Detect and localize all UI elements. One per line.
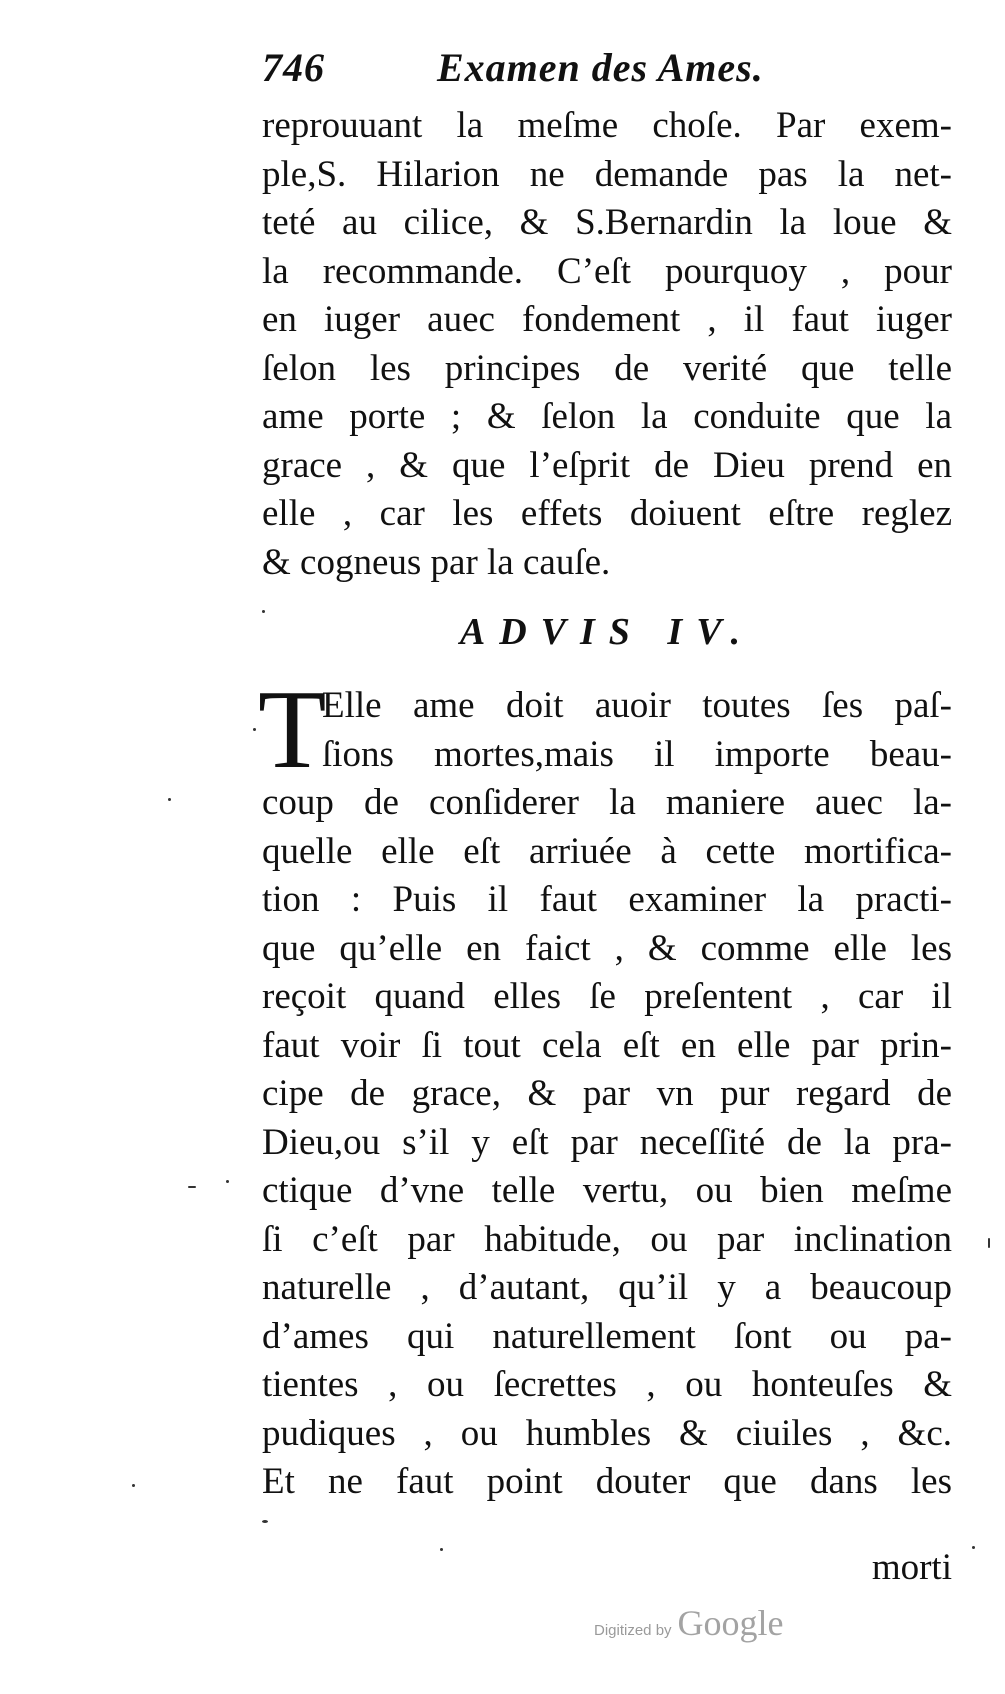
text-line: grace , & que l’eſprit de Dieu prend en bbox=[262, 444, 952, 486]
text-line: pudiques , ou humbles & ciuiles , &c. bbox=[262, 1412, 952, 1454]
google-logo: Google bbox=[677, 1603, 784, 1643]
text-line: que qu’elle en faict , & comme elle les bbox=[262, 927, 952, 969]
text-line: coup de conſiderer la maniere auec la- bbox=[262, 782, 952, 823]
scan-speck bbox=[972, 1546, 975, 1549]
text-line: quelle elle eſt arriuée à cette mortifica- bbox=[262, 830, 952, 872]
paragraph-2 bbox=[262, 682, 952, 1507]
scan-speck bbox=[168, 798, 171, 801]
section-heading: ADVIS IV. bbox=[459, 611, 755, 653]
drop-cap: T bbox=[258, 668, 327, 792]
text-line: d’ames qui naturellement ſont ou pa- bbox=[262, 1315, 952, 1357]
text-line: & cogneus par la cauſe. bbox=[262, 541, 611, 583]
text-line: ſi c’eſt par habitude, ou par inclination bbox=[262, 1218, 952, 1260]
watermark-prefix: Digitized by bbox=[594, 1622, 672, 1639]
text-line: ame porte ; & ſelon la conduite que la bbox=[262, 396, 952, 437]
text-line: Dieu,ou s’il y eſt par neceſſité de la pra- bbox=[262, 1121, 952, 1163]
running-title: Examen des Ames. bbox=[437, 45, 764, 90]
text-line: Et ne faut point douter que dans les bbox=[262, 1461, 952, 1502]
text-line: ſions mortes,mais il importe beau- bbox=[322, 733, 952, 775]
page-number: 746 bbox=[262, 45, 325, 90]
scan-speck bbox=[262, 610, 265, 613]
scan-speck bbox=[188, 1186, 196, 1188]
scan-speck bbox=[253, 728, 256, 731]
text-line: teté au cilice, & S.Bernardin la loue & bbox=[262, 202, 952, 243]
catchword-area bbox=[262, 1544, 952, 1592]
text-line: ſelon les principes de verité que telle bbox=[262, 347, 952, 389]
text-line: en iuger auec fondement , il faut iuger bbox=[262, 299, 952, 340]
text-line: Elle ame doit auoir toutes ſes paſ- bbox=[322, 685, 952, 726]
text-line: elle , car les effets doiuent eſtre reglez bbox=[262, 493, 952, 534]
digitization-watermark bbox=[594, 1602, 784, 1652]
scan-speck bbox=[988, 1238, 990, 1248]
text-line: tientes , ou ſecrettes , ou honteuſes & bbox=[262, 1364, 952, 1405]
scan-speck bbox=[262, 1520, 268, 1523]
paragraph-1 bbox=[262, 102, 952, 587]
scan-speck bbox=[132, 1484, 135, 1487]
text-line: reprouuant la meſme choſe. Par exem- bbox=[262, 105, 952, 146]
text-line: tion : Puis il faut examiner la practi- bbox=[262, 879, 952, 920]
text-line: ple,S. Hilarion ne demande pas la net- bbox=[262, 153, 952, 195]
text-line: ctique d’vne telle vertu, ou bien meſme bbox=[262, 1170, 952, 1211]
scan-speck bbox=[226, 1180, 229, 1183]
text-line: reçoit quand elles ſe preſentent , car il bbox=[262, 976, 952, 1017]
text-line: naturelle , d’autant, qu’il y a beaucoup bbox=[262, 1267, 952, 1308]
running-head bbox=[262, 44, 952, 94]
catchword: morti bbox=[871, 1547, 952, 1588]
text-line: faut voir ſi tout cela eſt en elle par prin- bbox=[262, 1024, 952, 1066]
text-line: cipe de grace, & par vn pur regard de bbox=[262, 1073, 952, 1114]
text-line: la recommande. C’eſt pourquoy , pour bbox=[262, 250, 952, 292]
scan-speck bbox=[440, 1548, 443, 1551]
